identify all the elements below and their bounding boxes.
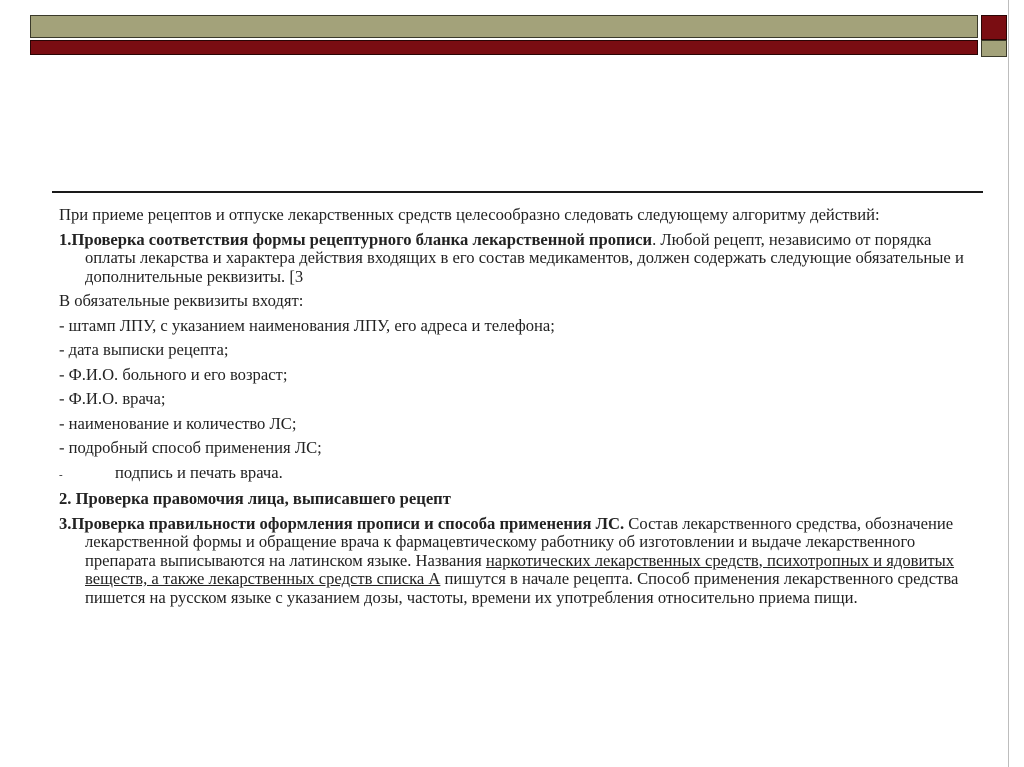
required-item: - наименование и количество ЛС; <box>59 413 297 433</box>
required-item: - Ф.И.О. больного и его возраст; <box>59 364 288 384</box>
right-vertical-rule <box>1008 0 1009 767</box>
intro-paragraph: При приеме рецептов и отпуске лекарственных средств целесообразно следовать следующему алгоритму действий: <box>59 205 880 224</box>
section-1-text: . Любой рецепт, независимо от порядка оплаты лекарства и характера действия входящих в его состав медикаментов, должен содержать следующие обязательные и дополнительные реквизиты. [3 <box>85 229 964 286</box>
required-item: - дата выписки рецепта; <box>59 340 229 359</box>
section-1-paragraph <box>59 231 969 287</box>
slide-body <box>59 206 969 613</box>
section-3-paragraph <box>59 515 969 608</box>
section-3-title: 3.Проверка правильности оформления прописи и способа применения ЛС. <box>59 513 625 533</box>
required-item: - Ф.И.О. врача; <box>59 389 166 408</box>
title-divider-line <box>52 191 983 193</box>
section-2-paragraph <box>59 490 969 509</box>
required-item: - штамп ЛПУ, с указанием наименования ЛПУ, его адреса и телефона; <box>59 315 555 335</box>
required-item: - подробный способ применения ЛС; <box>59 438 322 457</box>
corner-olive-square <box>981 40 1007 57</box>
section-1-title: 1.Проверка соответствия формы рецептурного бланка лекарственной прописи <box>59 229 653 249</box>
bullet-dash: - <box>59 468 63 481</box>
top-maroon-bar <box>30 40 978 55</box>
corner-maroon-square <box>981 15 1007 40</box>
section-3-underlined-text: наркотических лекарственных средств, психотропных и ядовитых веществ, а также лекарственных средств списка А <box>85 550 955 588</box>
section-2-title: 2. Проверка правомочия лица, выписавшего рецепт <box>59 489 451 508</box>
required-heading: В обязательные реквизиты входят: <box>59 291 304 310</box>
section-3-text-b: пишутся в начале рецепта. Способ применения лекарственного средства пишется на русском языке с указанием дозы, частоты, времени их употребления относительно приема пищи. <box>85 569 959 607</box>
section-3-text-a: Состав лекарственного средства, обозначение лекарственной формы и обращение врача к фармацевтическому работнику об изготовлении и выдаче лекарственного препарата выписываются на латинском языке. Названия <box>85 513 954 570</box>
required-item-last <box>59 464 969 485</box>
required-item-last-text: подпись и печать врача. <box>115 462 283 482</box>
top-olive-bar <box>30 15 978 38</box>
